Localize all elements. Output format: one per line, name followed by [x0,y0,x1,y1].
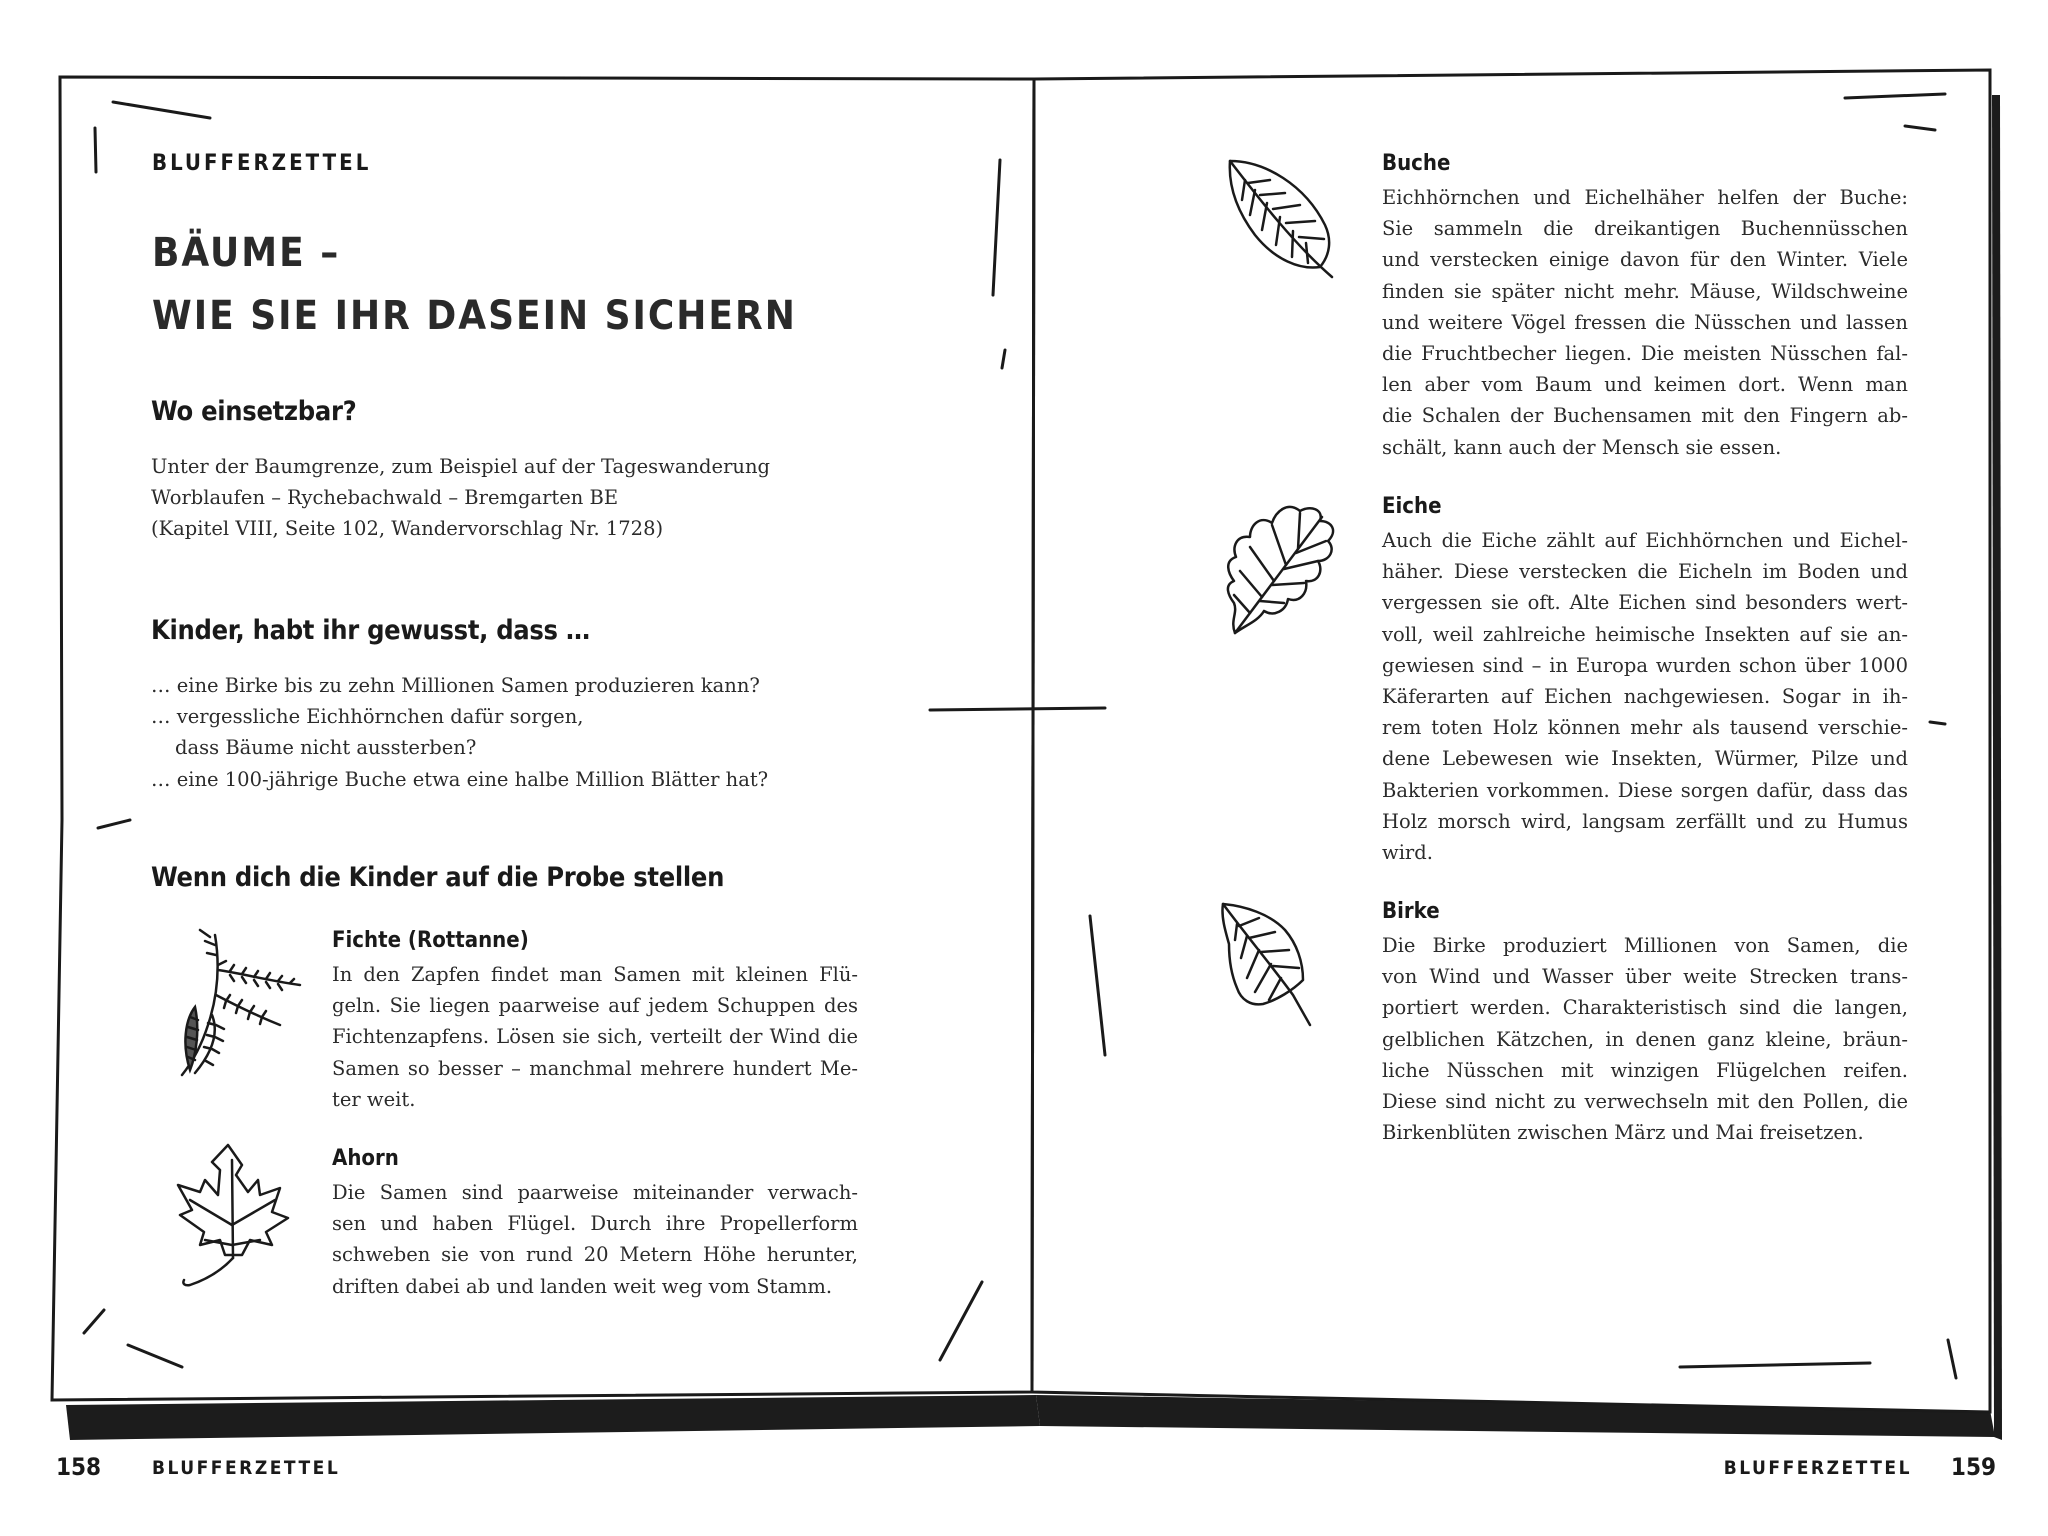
facts-list [151,670,911,795]
where-section [151,396,871,545]
oak-leaf-icon [1220,495,1345,640]
birke-name: Birke [1382,899,1440,924]
buche-entry [1382,151,1908,463]
fichte-entry [332,928,858,1115]
buche-text: Eichhörnchen und Eichelhäher helfen der Buche: Sie sammeln die dreikantigen Buchennüsschen und verstecken einige davon für den Winter. Viele finden sie später nicht mehr. Mäuse, Wildschweine und weitere Vögel fressen die Nüsschen und lassen die Fruchtbecher liegen. Die meisten Nüsschen fal- len aber vom Baum und keimen dort. Wenn man die Schalen der Buchensamen mit den Fingern ab- schält, kann auch der Mensch sie essen. [1382,186,1908,459]
birke-entry [1382,899,1908,1148]
left-footer-label: BLUFFERZETTEL [152,1457,341,1479]
eiche-entry [1382,494,1908,868]
fact-item: … vergessliche Eichhörnchen dafür sorgen, [151,705,584,729]
facts-heading: Kinder, habt ihr gewusst, dass … [151,615,590,646]
eiche-name: Eiche [1382,494,1442,519]
birch-leaf-icon [1215,900,1340,1030]
right-page-number: 159 [1950,1453,1996,1481]
fact-item: … eine 100-jährige Buche etwa eine halbe Million Blätter hat? [151,767,769,791]
test-heading: Wenn dich die Kinder auf die Probe stellen [151,862,725,893]
where-text: Unter der Baumgrenze, zum Beispiel auf der Tageswanderung Worblaufen – Rychebachwald – Bremgarten BE (Kapitel VIII, Seite 102, Wandervorschlag Nr. 1728) [151,455,770,541]
ahorn-text: Die Samen sind paarweise miteinander verwach- sen und haben Flügel. Durch ihre Propellerform schweben sie von rund 20 Metern Höhe herunter, driften dabei ab und landen weit weg vom Stamm. [332,1181,858,1298]
left-page-number: 158 [56,1453,102,1481]
maple-leaf-icon [160,1140,315,1290]
page-title [152,222,797,348]
left-page-kicker: BLUFFERZETTEL [152,151,372,176]
title-line-1: BÄUME – [152,230,341,276]
spruce-branch-icon [160,925,310,1085]
title-line-2: WIE SIE IHR DASEIN SICHERN [152,293,797,339]
birke-text: Die Birke produziert Millionen von Samen, die von Wind und Wasser über weite Strecken trans- portiert werden. Charakteristisch sind die langen, gelblichen Kätzchen, in denen ganz kleine, bräun- liche Nüsschen mit winzigen Flügelchen reifen. Diese sind nicht zu verwechseln mit den Pollen, die Birkenblüten zwischen März und Mai freisetzen. [1382,934,1908,1145]
ahorn-name: Ahorn [332,1146,399,1171]
facts-section [151,615,911,795]
buche-name: Buche [1382,151,1451,176]
fichte-text: In den Zapfen findet man Samen mit kleinen Flü- geln. Sie liegen paarweise auf jedem Schuppen des Fichtenzapfens. Lösen sie sich, verteilt der Wind die Samen so besser – manchmal mehrere hundert Me- ter weit. [332,963,858,1111]
right-footer-label: BLUFFERZETTEL [1723,1457,1912,1479]
ahorn-entry [332,1146,858,1302]
eiche-text: Auch die Eiche zählt auf Eichhörnchen und Eichel- häher. Diese verstecken die Eicheln im Boden und vergessen sie oft. Alte Eichen sind besonders wert- voll, weil zahlreiche heimische Insekten auf sie an- gewiesen sind – in Europa wurden schon über 1000 Käferarten auf Eichen nachgewiesen. Sogar in ih- rem toten Holz können mehr als tausend verschie- dene Lebewesen wie Insekten, Würmer, Pilze und Bakterien vorkommen. Diese sorgen dafür, dass das Holz morsch wird, langsam zerfällt und zu Humus wird. [1382,529,1908,865]
where-heading: Wo einsetzbar? [151,396,357,427]
fichte-name: Fichte (Rottanne) [332,928,529,953]
fact-item: … eine Birke bis zu zehn Millionen Samen produzieren kann? [151,674,760,697]
fact-item-continuation: dass Bäume nicht aussterben? [175,736,477,760]
beech-leaf-icon [1220,155,1345,285]
